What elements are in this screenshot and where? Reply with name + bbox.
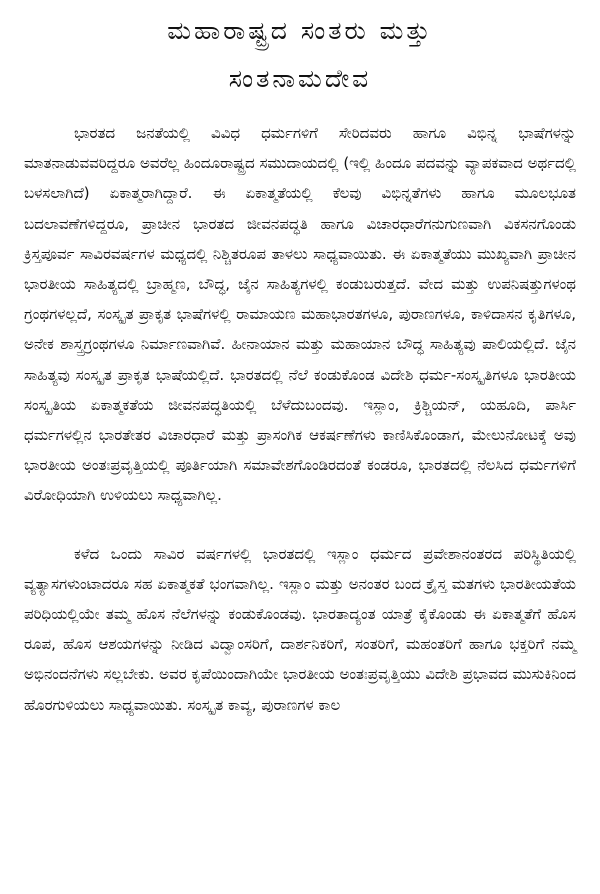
page-title-line-1: ಮಹಾರಾಷ್ಟ್ರದ ಸಂತರು ಮತ್ತು: [167, 16, 433, 45]
paragraph-1: ಭಾರತದ ಜನತೆಯಲ್ಲಿ ವಿವಿಧ ಧರ್ಮಗಳಿಗೆ ಸೇರಿದವರು ಹಾಗೂ ವಿಭಿನ್ನ ಭಾಷೆಗಳನ್ನು ಮಾತನಾಡುವವರಿದ್ದರೂ ಅವರೆಲ್ಲ ಹಿಂದೂರಾಷ್ಟ್ರದ ಸಮುದಾಯದಲ್ಲಿ (ಇಲ್ಲಿ ಹಿಂದೂ ಪದವನ್ನು ವ್ಯಾಪಕವಾದ ಅರ್ಥದಲ್ಲಿ ಬಳಸಲಾಗಿದೆ) ಏಕಾತ್ಮರಾಗಿದ್ದಾರೆ. ಈ ಏಕಾತ್ಮತೆಯಲ್ಲಿ ಕೆಲವು ವಿಭಿನ್ನತೆಗಳು ಹಾಗೂ ಮೂಲಭೂತ ಬದಲಾವಣೆಗಳಿದ್ದರೂ, ಪ್ರಾಚೀನ ಭಾರತದ ಜೀವನಪದ್ಧತಿ ಹಾಗೂ ವಿಚಾರಧಾರೆಗನುಗುಣವಾಗಿ ವಿಕಸನಗೊಂಡು ಕ್ರಿಸ್ತಪೂರ್ವ ಸಾವಿರವರ್ಷಗಳ ಮಧ್ಯದಲ್ಲಿ ನಿಶ್ಚಿತರೂಪ ತಾಳಲು ಸಾಧ್ಯವಾಯಿತು. ಈ ಏಕಾತ್ಮತೆಯು ಮುಖ್ಯವಾಗಿ ಪ್ರಾಚೀನ ಭಾರತೀಯ ಸಾಹಿತ್ಯದಲ್ಲಿ ಬ್ರಾಹ್ಮಣ, ಬೌದ್ಧ, ಜೈನ ಸಾಹಿತ್ಯಗಳಲ್ಲಿ ಕಂಡುಬರುತ್ತದೆ. ವೇದ ಮತ್ತು ಉಪನಿಷತ್ತುಗಳಂಥ ಗ್ರಂಥಗಳಲ್ಲದೆ, ಸಂಸ್ಕೃತ ಪ್ರಾಕೃತ ಭಾಷೆಗಳಲ್ಲಿ ರಾಮಾಯಣ ಮಹಾಭಾರತಗಳೂ, ಪುರಾಣಗಳೂ, ಕಾಳಿದಾಸನ ಕೃತಿಗಳೂ, ಅನೇಕ ಶಾಸ್ತ್ರಗ್ರಂಥಗಳೂ ನಿರ್ಮಾಣವಾಗಿವೆ. ಹೀನಾಯಾನ ಮತ್ತು ಮಹಾಯಾನ ಬೌದ್ಧ ಸಾಹಿತ್ಯವು ಪಾಲಿಯಲ್ಲಿದೆ. ಜೈನ ಸಾಹಿತ್ಯವು ಸಂಸ್ಕೃತ ಪ್ರಾಕೃತ ಭಾಷೆಯಲ್ಲಿದೆ. ಭಾರತದಲ್ಲಿ ನೆಲೆ ಕಂಡುಕೊಂಡ ವಿದೇಶಿ ಧರ್ಮ-ಸಂಸ್ಕೃತಿಗಳೂ ಭಾರತೀಯ ಸಂಸ್ಕೃತಿಯ ಏಕಾತ್ಮಕತೆಯ ಜೀವನಪದ್ಧತಿಯಲ್ಲಿ ಬೆಳೆದುಬಂದವು. ಇಸ್ಲಾಂ, ಕ್ರಿಶ್ಚಿಯನ್, ಯಹೂದಿ, ಪಾರ್ಸಿ ಧರ್ಮಗಳಲ್ಲಿನ ಭಾರತೇತರ ವಿಚಾರಧಾರೆ ಮತ್ತು ಪ್ರಾಸಂಗಿಕ ಆಕರ್ಷಣೆಗಳು ಕಾಣಿಸಿಕೊಂಡಾಗ, ಮೇಲುನೋಟಕ್ಕೆ ಅವು ಭಾರತೀಯ ಅಂತಃಪ್ರವೃತ್ತಿಯಲ್ಲಿ ಪೂರ್ತಿಯಾಗಿ ಸಮಾವೇಶಗೊಂಡಿರದಂತೆ ಕಂಡರೂ, ಭಾರತದಲ್ಲಿ ನೆಲಸಿದ ಧರ್ಮಗಳಿಗೆ ವಿರೋಧಿಯಾಗಿ ಉಳಿಯಲು ಸಾಧ್ಯವಾಗಿಲ್ಲ.: [24, 124, 576, 505]
body-text: [24, 118, 576, 720]
paragraph-2: ಕಳೆದ ಒಂದು ಸಾವಿರ ವರ್ಷಗಳಲ್ಲಿ ಭಾರತದಲ್ಲಿ ಇಸ್ಲಾಂ ಧರ್ಮದ ಪ್ರವೇಶಾನಂತರದ ಪರಿಸ್ಥಿತಿಯಲ್ಲಿ ವ್ಯತ್ಯಾಸಗಳುಂಟಾದರೂ ಸಹ ಏಕಾತ್ಮಕತೆ ಭಂಗವಾಗಿಲ್ಲ. ಇಸ್ಲಾಂ ಮತ್ತು ಅನಂತರ ಬಂದ ಕ್ರೈಸ್ತ ಮತಗಳು ಭಾರತೀಯತೆಯ ಪರಿಧಿಯಲ್ಲಿಯೇ ತಮ್ಮ ಹೊಸ ನೆಲೆಗಳನ್ನು ಕಂಡುಕೊಂಡವು. ಭಾರತಾದ್ಯಂತ ಯಾತ್ರೆ ಕೈಕೊಂಡು ಈ ಏಕಾತ್ಮತೆಗೆ ಹೊಸ ರೂಪ, ಹೊಸ ಆಶಯಗಳನ್ನು ನೀಡಿದ ವಿದ್ವಾಂಸರಿಗೆ, ದಾರ್ಶನಿಕರಿಗೆ, ಸಂತರಿಗೆ, ಮಹಂತರಿಗೆ ಹಾಗೂ ಭಕ್ತರಿಗೆ ನಮ್ಮ ಅಭಿನಂದನೆಗಳು ಸಲ್ಲಬೇಕು. ಅವರ ಕೃಪೆಯಿಂದಾಗಿಯೇ ಭಾರತೀಯ ಅಂತಃಪ್ರವೃತ್ತಿಯು ವಿದೇಶಿ ಪ್ರಭಾವದ ಮುಸುಕಿನಿಂದ ಹೊರಗುಳಿಯಲು ಸಾಧ್ಯವಾಯಿತು. ಸಂಸ್ಕೃತ ಕಾವ್ಯ, ಪುರಾಣಗಳ ಕಾಲ: [24, 544, 576, 714]
page-title-line-2: ಸಂತನಾಮದೇವ: [228, 64, 372, 93]
